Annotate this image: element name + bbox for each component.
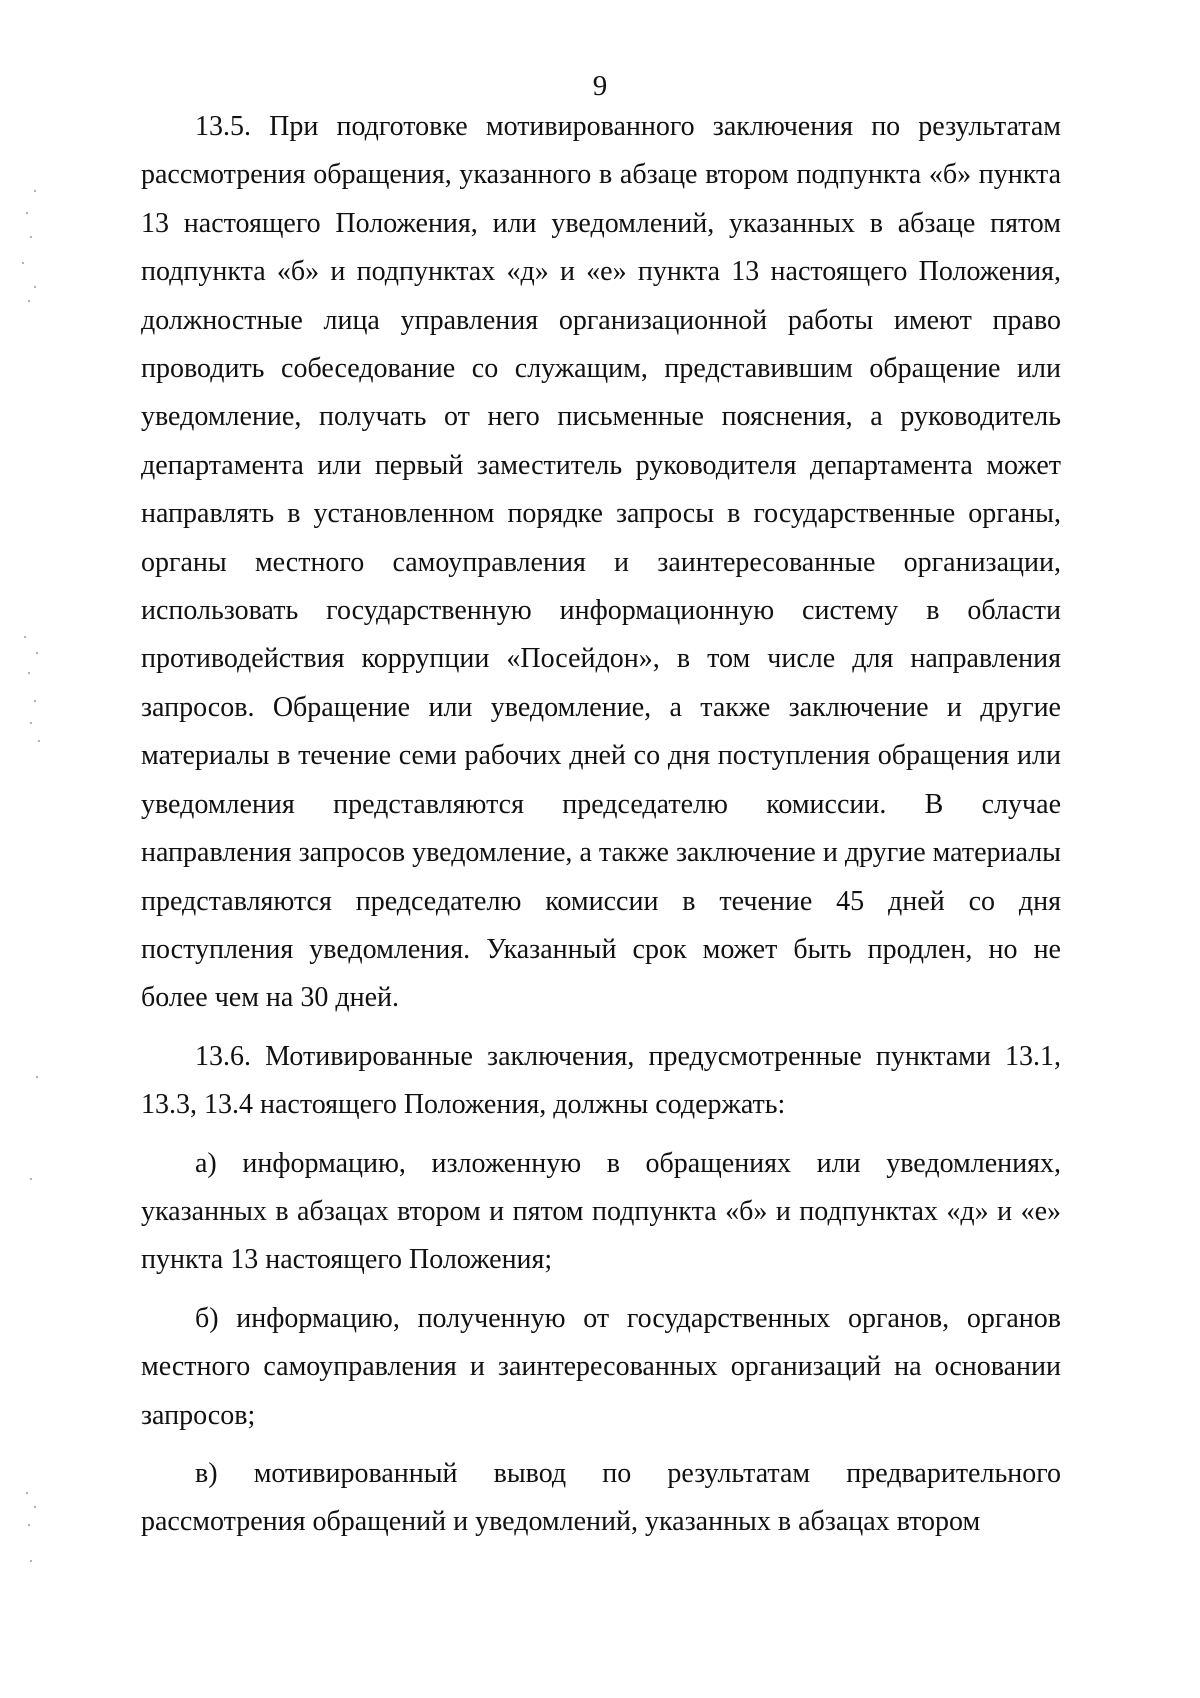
list-item-b: б) информацию, полученную от государственных органов, органов местного самоуправления и заинтересованных организаций на основании запросов; <box>141 1302 1061 1431</box>
scan-artifact <box>38 740 40 742</box>
scan-artifact <box>34 1506 36 1508</box>
scan-artifact <box>36 652 38 654</box>
scan-artifact <box>22 262 24 264</box>
scan-artifact <box>34 190 36 192</box>
list-item-v: в) мотивированный вывод по результатам предварительного рассмотрения обращений и уведомлений, указанных в абзацах втором <box>141 1457 1061 1538</box>
document-body <box>141 103 1061 1557</box>
scan-artifact <box>28 1524 30 1526</box>
scan-artifact <box>26 1492 28 1494</box>
list-item-a: а) информацию, изложенную в обращениях или уведомлениях, указанных в абзацах втором и пятом подпункта «б» и подпунктах «д» и «е» пункта 13 настоящего Положения; <box>141 1147 1061 1276</box>
scan-artifact <box>28 300 30 302</box>
scan-artifact <box>34 700 36 702</box>
scan-artifact <box>30 236 32 238</box>
scan-artifact <box>26 212 28 214</box>
paragraph-13-6: 13.6. Мотивированные заключения, предусмотренные пунктами 13.1, 13.3, 13.4 настоящего Положения, должны содержать: <box>141 1040 1061 1121</box>
scan-artifact <box>30 722 32 724</box>
scan-artifact <box>28 672 30 674</box>
scan-artifact <box>34 286 36 288</box>
scan-artifact <box>30 1560 32 1562</box>
page-number: 9 <box>592 70 608 102</box>
scan-artifact <box>24 636 26 638</box>
scan-artifact <box>36 1076 38 1078</box>
paragraph-13-5: 13.5. При подготовке мотивированного заключения по результатам рассмотрения обращения, указанного в абзаце втором подпункта «б» пункта 13 настоящего Положения, или уведомлений, указанных в абзаце пятом подпункта «б» и подпунктах «д» и «е» пункта 13 настоящего Положения, должностные лица управления организационной работы имеют право проводить собеседование со служащим, представившим обращение или уведомление, получать от него письменные пояснения, а руководитель департамента или первый заместитель руководителя департамента может направлять в установленном порядке запросы в государственные органы, органы местного самоуправления и заинтересованные организации, использовать государственную информационную систему в области противодействия коррупции «Посейдон», в том числе для направления запросов. Обращение или уведомление, а также заключение и другие материалы в течение семи рабочих дней со дня поступления обращения или уведомления представляются председателю комиссии. В случае направления запросов уведомление, а также заключение и другие материалы представляются председателю комиссии в течение 45 дней со дня поступления уведомления. Указанный срок может быть продлен, но не более чем на 30 дней. <box>141 111 1061 1014</box>
scan-artifact <box>30 1178 32 1180</box>
